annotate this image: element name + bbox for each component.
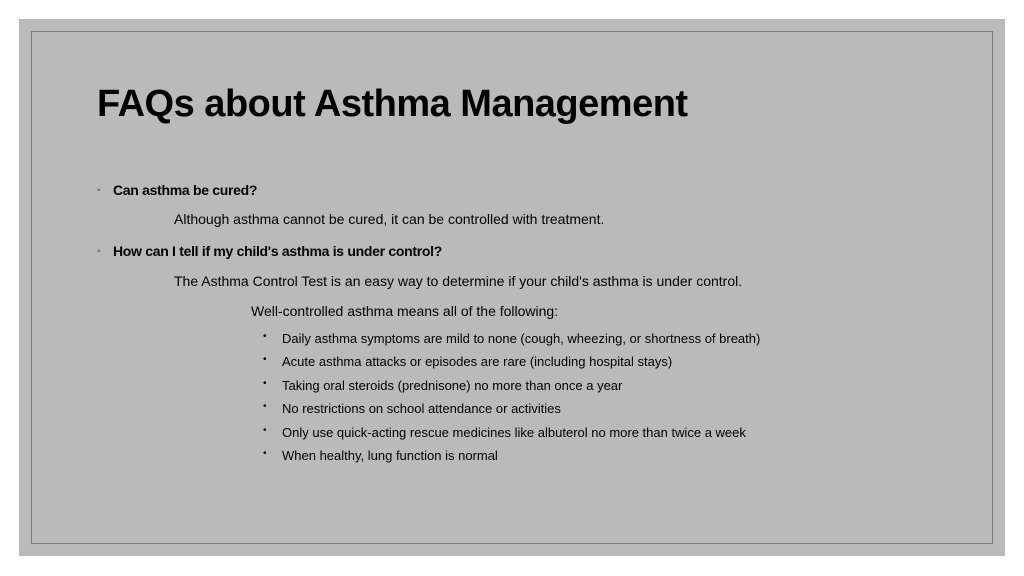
list-item (259, 401, 760, 424)
criteria-text: Taking oral steroids (prednisone) no more than once a year (282, 377, 623, 393)
list-item (259, 378, 760, 401)
list-item (259, 354, 760, 377)
criteria-text: Daily asthma symptoms are mild to none (cough, wheezing, or shortness of breath) (282, 331, 761, 346)
bullet-icon: • (263, 377, 267, 389)
slide-title: FAQs about Asthma Management (97, 83, 688, 125)
question-text: Can asthma be cured? (113, 182, 258, 198)
list-item (259, 425, 760, 448)
faq-question-cure (97, 180, 257, 200)
criteria-text: Only use quick-acting rescue medicines like albuterol no more than twice a week (282, 424, 746, 440)
criteria-text: No restrictions on school attendance or activities (282, 401, 561, 417)
list-item (259, 448, 760, 471)
bullet-icon: • (263, 447, 267, 459)
question-text: How can I tell if my child's asthma is under control? (113, 243, 442, 259)
slide (19, 19, 1005, 556)
criteria-text: When healthy, lung function is normal (282, 447, 498, 463)
criteria-text: Acute asthma attacks or episodes are rare (including hospital stays) (282, 354, 673, 370)
criteria-intro: Well-controlled asthma means all of the following: (251, 303, 559, 319)
bullet-icon: • (263, 331, 267, 342)
criteria-list (259, 331, 760, 471)
bullet-icon: • (263, 424, 267, 436)
faq-question-control (97, 241, 442, 261)
list-item (259, 331, 760, 354)
faq-answer-control: The Asthma Control Test is an easy way to determine if your child's asthma is under control. (174, 273, 743, 289)
hollow-bullet-icon: ◦ (97, 184, 101, 196)
faq-answer-cure: Although asthma cannot be cured, it can be controlled with treatment. (174, 211, 605, 227)
bullet-icon: • (263, 354, 267, 366)
bullet-icon: • (263, 401, 267, 413)
hollow-bullet-icon: ◦ (97, 245, 101, 257)
